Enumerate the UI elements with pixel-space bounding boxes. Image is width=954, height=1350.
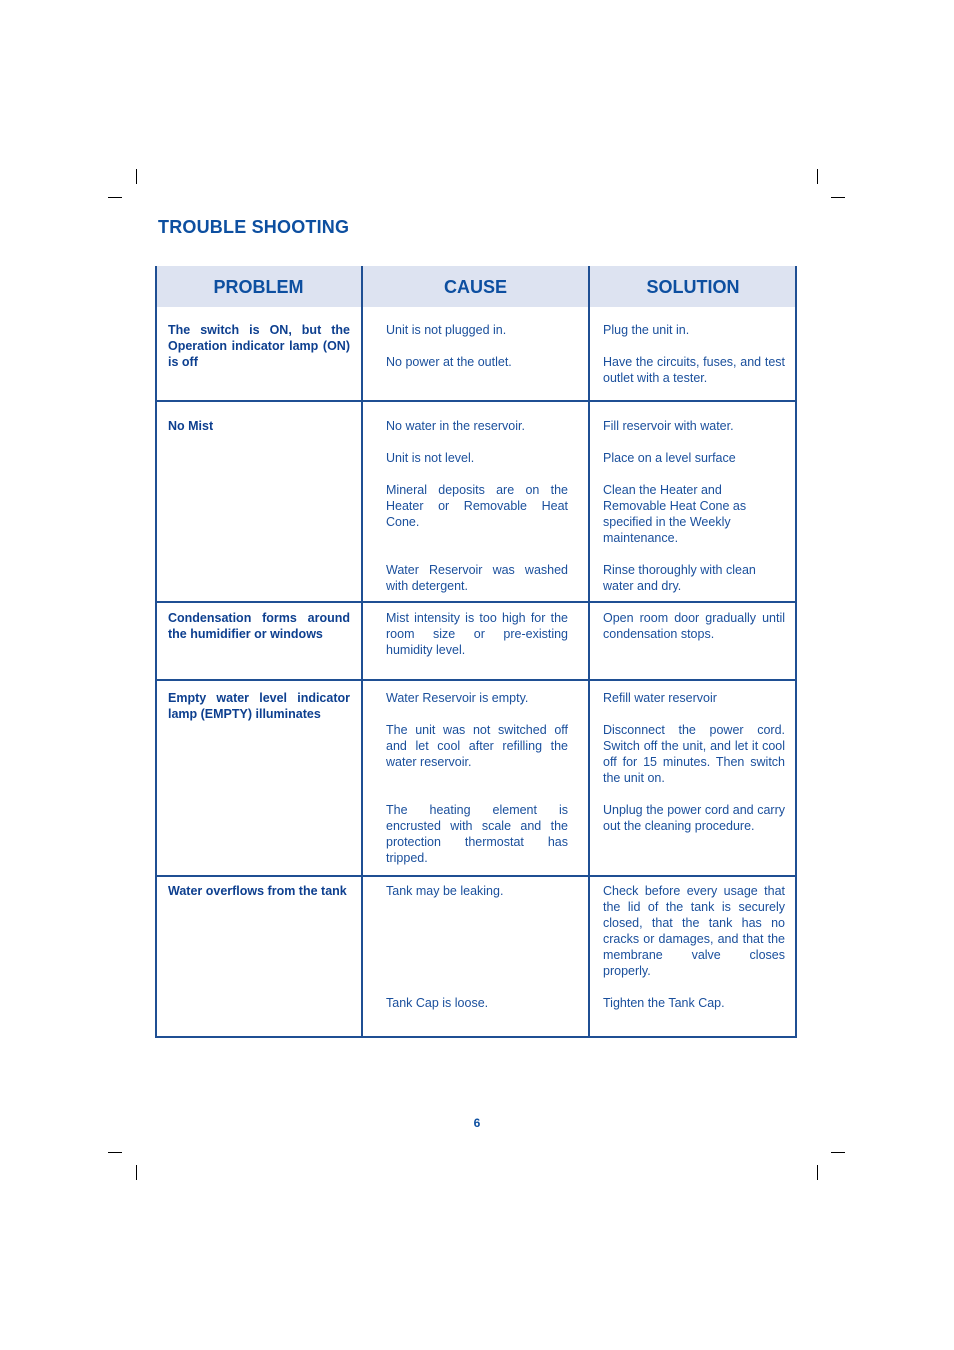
cause-text: Mineral deposits are on the Heater or Removable Heat Cone.: [386, 483, 568, 529]
page-number: 6: [473, 1116, 481, 1130]
row-divider: [155, 400, 797, 402]
crop-mark: [831, 197, 845, 198]
table-border: [155, 266, 157, 1038]
solution-text: Tighten the Tank Cap.: [603, 996, 725, 1010]
header-solution: SOLUTION: [646, 277, 740, 297]
table-border: [795, 266, 797, 1038]
page-title: TROUBLE SHOOTING: [158, 217, 350, 237]
cause-text: Unit is not plugged in.: [386, 323, 507, 337]
cause-text: Water Reservoir is empty.: [386, 691, 529, 705]
crop-mark: [108, 197, 122, 198]
header-cause: CAUSE: [443, 277, 507, 297]
column-divider: [588, 266, 590, 1038]
cause-text: Tank Cap is loose.: [386, 996, 489, 1010]
cause-text: The heating element is encrusted with scale and the protection thermostat has tripped.: [386, 803, 568, 865]
solution-text: Plug the unit in.: [603, 323, 690, 337]
problem-text: Water overflows from the tank: [168, 884, 347, 898]
crop-mark: [136, 169, 137, 184]
column-divider: [361, 266, 363, 1038]
solution-text: Disconnect the power cord. Switch off the unit, and let it cool off for 15 minutes. Then switch the unit on.: [603, 723, 785, 785]
cause-text: No water in the reservoir.: [386, 419, 525, 433]
row-divider: [155, 875, 797, 877]
problem-text: No Mist: [168, 419, 214, 433]
cause-text: Mist intensity is too high for the room size or pre-existing humidity level.: [386, 611, 568, 657]
troubleshooting-table: [155, 266, 797, 1038]
cause-text: No power at the outlet.: [386, 355, 512, 369]
cause-text: Water Reservoir was washed with detergent.: [386, 563, 568, 593]
solution-text: Rinse thoroughly with clean water and dry.: [603, 563, 756, 593]
crop-mark: [817, 1165, 818, 1180]
problem-text: The switch is ON, but the Operation indicator lamp (ON) is off: [168, 323, 350, 369]
table-border: [155, 1036, 797, 1038]
solution-text: Fill reservoir with water.: [603, 419, 734, 433]
header-problem: PROBLEM: [213, 277, 304, 297]
cause-text: Tank may be leaking.: [386, 884, 504, 898]
problem-text: Condensation forms around the humidifier or windows: [168, 611, 350, 641]
crop-mark: [831, 1152, 845, 1153]
crop-mark: [817, 169, 818, 184]
problem-text: Empty water level indicator lamp (EMPTY) illuminates: [168, 691, 350, 721]
cause-text: The unit was not switched off and let cool after refilling the water reservoir.: [386, 723, 568, 769]
solution-text: Unplug the power cord and carry out the cleaning procedure.: [603, 803, 785, 833]
solution-text: Have the circuits, fuses, and test outlet with a tester.: [603, 355, 785, 385]
solution-text: Refill water reservoir: [603, 691, 717, 705]
solution-text: Check before every usage that the lid of the tank is securely closed, that the tank has no cracks or damages, and that the membrane valve closes properly.: [603, 884, 785, 978]
row-divider: [155, 601, 797, 603]
cause-text: Unit is not level.: [386, 451, 475, 465]
solution-text: Clean the Heater and Removable Heat Cone as specified in the Weekly maintenance.: [603, 483, 747, 545]
solution-text: Place on a level surface: [603, 451, 736, 465]
solution-text: Open room door gradually until condensation stops.: [603, 611, 785, 641]
crop-mark: [108, 1152, 122, 1153]
row-divider: [155, 679, 797, 681]
crop-mark: [136, 1165, 137, 1180]
